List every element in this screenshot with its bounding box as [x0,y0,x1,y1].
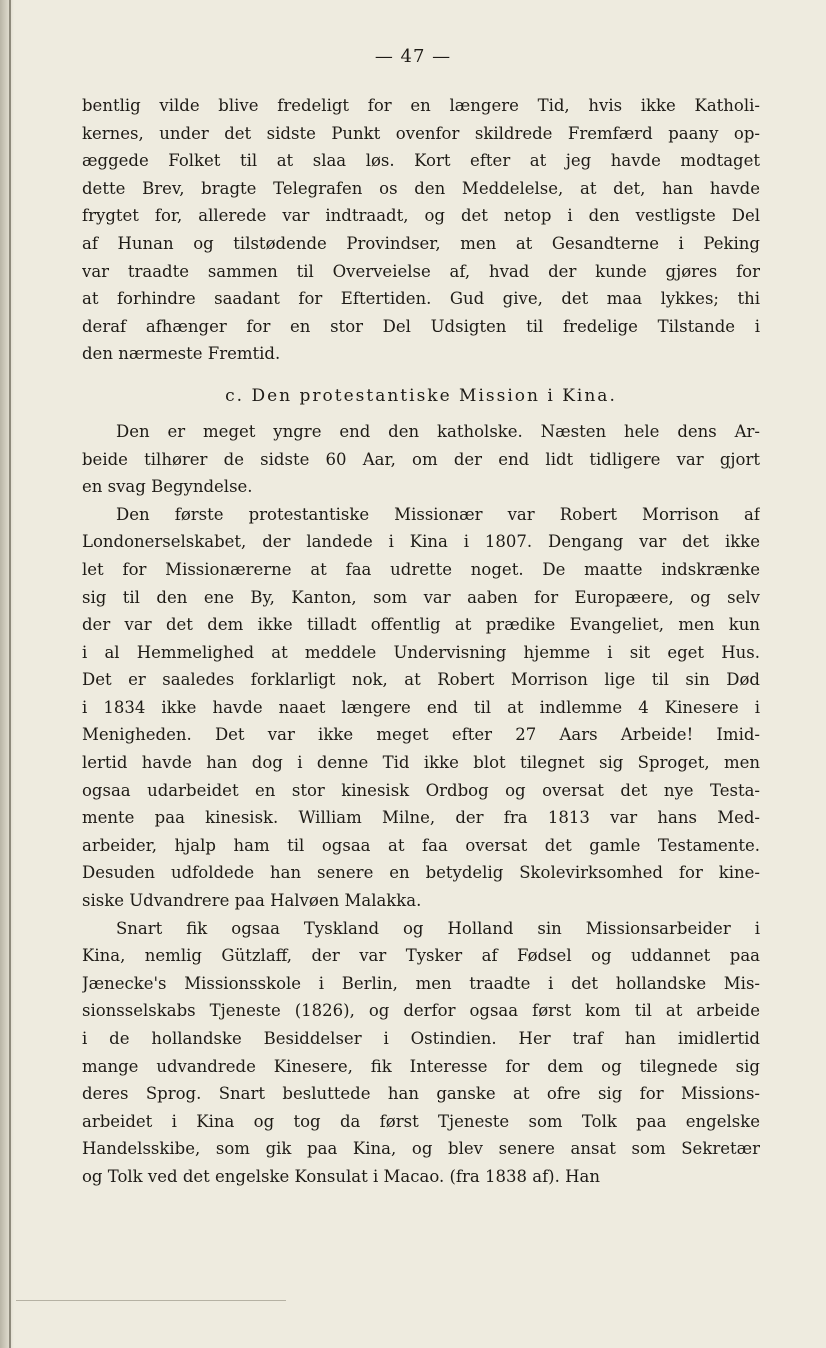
text-line: Menigheden. Det var ikke meget efter 27 Aars Arbeide! Imid- [82,725,760,745]
text-line: kernes, under det sidste Punkt ovenfor skildrede Fremfærd paany op- [82,123,760,143]
text-line: Handelsskibe, som gik paa Kina, og blev senere ansat som Sekretær [82,1139,760,1159]
page-bottom-mark [16,1300,286,1301]
text-line: af Hunan og tilstødende Provindser, men at Gesandterne i Peking [82,233,760,253]
text-line: dette Brev, bragte Telegrafen os den Meddelelse, at det, han havde [82,178,760,198]
text-line: bentlig vilde blive fredeligt for en længere Tid, hvis ikke Katholi- [82,96,760,115]
page-gutter-line [9,0,11,1348]
text-line: let for Missionærerne at faa udrette noget. De maatte indskrænke [82,559,760,579]
text-line: arbeidet i Kina og tog da først Tjeneste som Tolk paa engelske [82,1111,760,1131]
text-line: i de hollandske Besiddelser i Ostindien. Her traf han imidlertid [82,1029,760,1048]
text-line: deraf afhænger for en stor Del Udsigten til fredelige Tilstande i [82,316,760,336]
text-line: og Tolk ved det engelske Konsulat i Macao. (fra 1838 af). Han [82,1166,600,1186]
text-line: mange udvandrede Kinesere, fik Interesse for dem og tilegnede sig [82,1056,760,1076]
text-line: Londonerselskabet, der landede i Kina i 1807. Dengang var det ikke [82,532,760,552]
text-line: Jænecke's Missionsskole i Berlin, men traadte i det hollandske Mis- [82,973,760,993]
text-line: deres Sprog. Snart besluttede han ganske at ofre sig for Missions- [82,1084,760,1104]
paragraph-section-2 [82,418,760,1191]
text-line: sig til den ene By, Kanton, som var aaben for Europæere, og selv [82,587,760,607]
text-line: var traadte sammen til Overveielse af, hvad der kunde gjøres for [82,261,760,281]
text-line: Kina, nemlig Gützlaff, der var Tysker af Fødsel og uddannet paa [82,946,760,966]
text-line: Det er saaledes forklarligt nok, at Robert Morrison lige til sin Død [82,670,760,690]
text-line: i 1834 ikke havde naaet længere end til at indlemme 4 Kinesere i [82,697,760,717]
paragraph-section-1 [82,92,760,368]
text-line: arbeider, hjalp ham til ogsaa at faa oversat det gamle Testamente. [82,835,760,855]
page-binding-shadow [0,0,14,1348]
text-line: siske Udvandrere paa Halvøen Malakka. [82,891,422,911]
text-line: Snart fik ogsaa Tyskland og Holland sin Missionsarbeider i [116,918,760,938]
text-line: Den første protestantiske Missionær var Robert Morrison af [116,504,760,524]
text-line: en svag Begyndelse. [82,477,253,497]
text-line: i al Hemmelighed at meddele Undervisning hjemme i sit eget Hus. [82,642,760,662]
text-line: Desuden udfoldede han senere en betydelig Skolevirksomhed for kine- [82,863,760,883]
text-line: mente paa kinesisk. William Milne, der fra 1813 var hans Med- [82,808,760,828]
text-line: ogsaa udarbeidet en stor kinesisk Ordbog og oversat det nye Testa- [82,780,760,800]
text-line: æggede Folket til at slaa løs. Kort efter at jeg havde modtaget [82,151,760,171]
text-line: den nærmeste Fremtid. [82,344,281,364]
text-line: Den er meget yngre end den katholske. Næsten hele dens Ar- [116,421,760,441]
text-line: der var det dem ikke tilladt offentlig at prædike Evangeliet, men kun [82,615,760,635]
section-heading: c. Den protestantiske Mission i Kina. [225,385,617,406]
text-line: at forhindre saadant for Eftertiden. Gud give, det maa lykkes; thi [82,289,760,309]
text-line: beide tilhører de sidste 60 Aar, om der end lidt tidligere var gjort [82,449,760,469]
text-line: frygtet for, allerede var indtraadt, og det netop i den vestligste Del [82,206,760,226]
page-number: — 47 — [374,46,452,67]
text-line: lertid havde han dog i denne Tid ikke blot tilegnet sig Sproget, men [82,753,760,773]
text-line: sionsselskabs Tjeneste (1826), og derfor ogsaa først kom til at arbeide [82,1001,760,1021]
page-text [82,92,760,1191]
